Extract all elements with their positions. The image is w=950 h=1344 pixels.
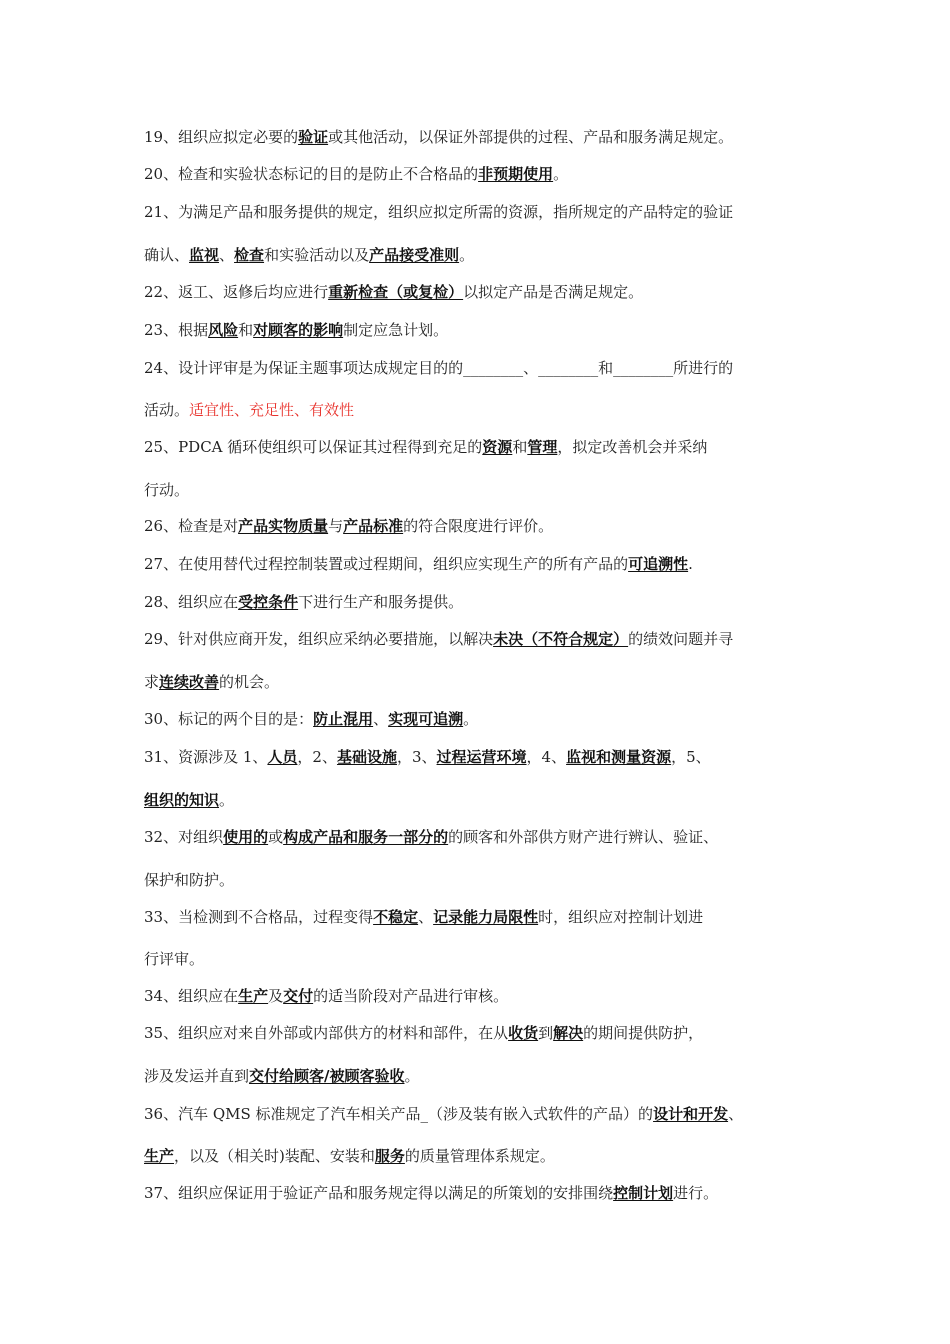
answer-blank: 收货 [508, 1024, 539, 1042]
answer-blank: 组织的知识 [144, 791, 220, 809]
item-36: 36、汽车 QMS 标准规定了汽车相关产品_（涉及装有嵌入式软件的产品）的设计和开发、 [144, 1105, 744, 1123]
answer-blank: 实现可追溯 [388, 710, 464, 728]
answer-blank: 连续改善 [159, 673, 220, 691]
answer-blank: 防止混用 [313, 710, 374, 728]
answer-blank: 生产 [238, 987, 269, 1005]
answer-blank: 对顾客的影响 [253, 321, 344, 339]
item-33-cont: 行评审。 [144, 950, 205, 968]
item-29-cont: 求连续改善的机会。 [144, 673, 280, 691]
answer-blank: 交付 [283, 987, 314, 1005]
item-19: 19、组织应拟定必要的验证或其他活动，以保证外部提供的过程、产品和服务满足规定。 [144, 128, 734, 146]
item-25-cont: 行动。 [144, 481, 190, 499]
item-24: 24、设计评审是为保证主题事项达成规定目的的________、________和________所进行的 [144, 359, 734, 377]
item-36-cont: 生产，以及（相关时)装配、安装和服务的质量管理体系规定。 [144, 1147, 555, 1165]
answer-blank: 监视 [189, 246, 220, 264]
item-22: 22、返工、返修后均应进行重新检查（或复检）以拟定产品是否满足规定。 [144, 283, 644, 301]
item-35-cont: 涉及发运并直到交付给顾客/被顾客验收。 [144, 1067, 420, 1085]
answer-blank: 受控条件 [238, 593, 299, 611]
answer-blank: 使用的 [223, 828, 269, 846]
answer-blank: 服务 [374, 1147, 405, 1165]
answer-blank: 监视和测量资源 [566, 748, 672, 766]
item-32-cont: 保护和防护。 [144, 871, 235, 889]
answer-blank: 产品标准 [343, 517, 404, 535]
answer-blank: 产品实物质量 [238, 517, 329, 535]
answer-blank: 设计和开发 [653, 1105, 729, 1123]
item-37: 37、组织应保证用于验证产品和服务规定得以满足的所策划的安排围绕控制计划进行。 [144, 1184, 719, 1202]
answer-blank: 可追溯性 [628, 555, 689, 573]
item-26: 26、检查是对产品实物质量与产品标准的符合限度进行评价。 [144, 517, 554, 535]
answer-blank: 非预期使用 [478, 165, 554, 183]
answer-blank: 产品接受准则 [369, 246, 460, 264]
item-21-cont: 确认、监视、检查和实验活动以及产品接受准则。 [144, 246, 475, 264]
answer-blank: 验证 [298, 128, 329, 146]
item-20: 20、检查和实验状态标记的目的是防止不合格品的非预期使用。 [144, 165, 569, 183]
item-23: 23、根据风险和对顾客的影响制定应急计划。 [144, 321, 449, 339]
answer-blank: 生产 [144, 1147, 175, 1165]
answer-blank: 检查 [234, 246, 265, 264]
item-35: 35、组织应对来自外部或内部供方的材料和部件，在从收货到解决的期间提供防护， [144, 1024, 704, 1042]
answer-blank: 人员 [267, 748, 298, 766]
answer-blank: 资源 [482, 438, 513, 456]
answer-blank: 过程运营环境 [436, 748, 527, 766]
answer-blank: 重新检查（或复检） [328, 283, 464, 301]
item-31-cont: 组织的知识。 [144, 791, 235, 809]
answer-blank: 不稳定 [373, 908, 419, 926]
item-33: 33、当检测到不合格品，过程变得不稳定、记录能力局限性时，组织应对控制计划进 [144, 908, 704, 926]
answer-text: 适宜性、充足性、有效性 [189, 401, 355, 419]
item-21: 21、为满足产品和服务提供的规定，组织应拟定所需的资源，指所规定的产品特定的验证 [144, 203, 734, 221]
answer-blank: 管理 [527, 438, 558, 456]
item-28: 28、组织应在受控条件下进行生产和服务提供。 [144, 593, 464, 611]
answer-blank: 交付给顾客/被顾客验收 [249, 1067, 405, 1085]
item-25: 25、PDCA 循环使组织可以保证其过程得到充足的资源和管理，拟定改善机会并采纳 [144, 438, 708, 456]
item-34: 34、组织应在生产及交付的适当阶段对产品进行审核。 [144, 987, 509, 1005]
answer-blank: 构成产品和服务一部分的 [283, 828, 449, 846]
answer-blank: 未决（不符合规定） [493, 630, 629, 648]
item-24-cont: 活动。适宜性、充足性、有效性 [144, 401, 355, 419]
item-29: 29、针对供应商开发，组织应采纳必要措施，以解决未决（不符合规定）的绩效问题并寻 [144, 630, 734, 648]
answer-blank: 风险 [208, 321, 239, 339]
answer-blank: 控制计划 [613, 1184, 674, 1202]
answer-blank: 基础设施 [336, 748, 397, 766]
answer-blank: 解决 [553, 1024, 584, 1042]
item-32: 32、对组织使用的或构成产品和服务一部分的的顾客和外部供方财产进行辨认、验证、 [144, 828, 719, 846]
item-27: 27、在使用替代过程控制装置或过程期间，组织应实现生产的所有产品的可追溯性. [144, 555, 693, 573]
item-31: 31、资源涉及 1、人员，2、基础设施，3、过程运营环境，4、监视和测量资源，5、 [144, 748, 711, 766]
answer-blank: 记录能力局限性 [433, 908, 539, 926]
item-30: 30、标记的两个目的是：防止混用、实现可追溯。 [144, 710, 479, 728]
